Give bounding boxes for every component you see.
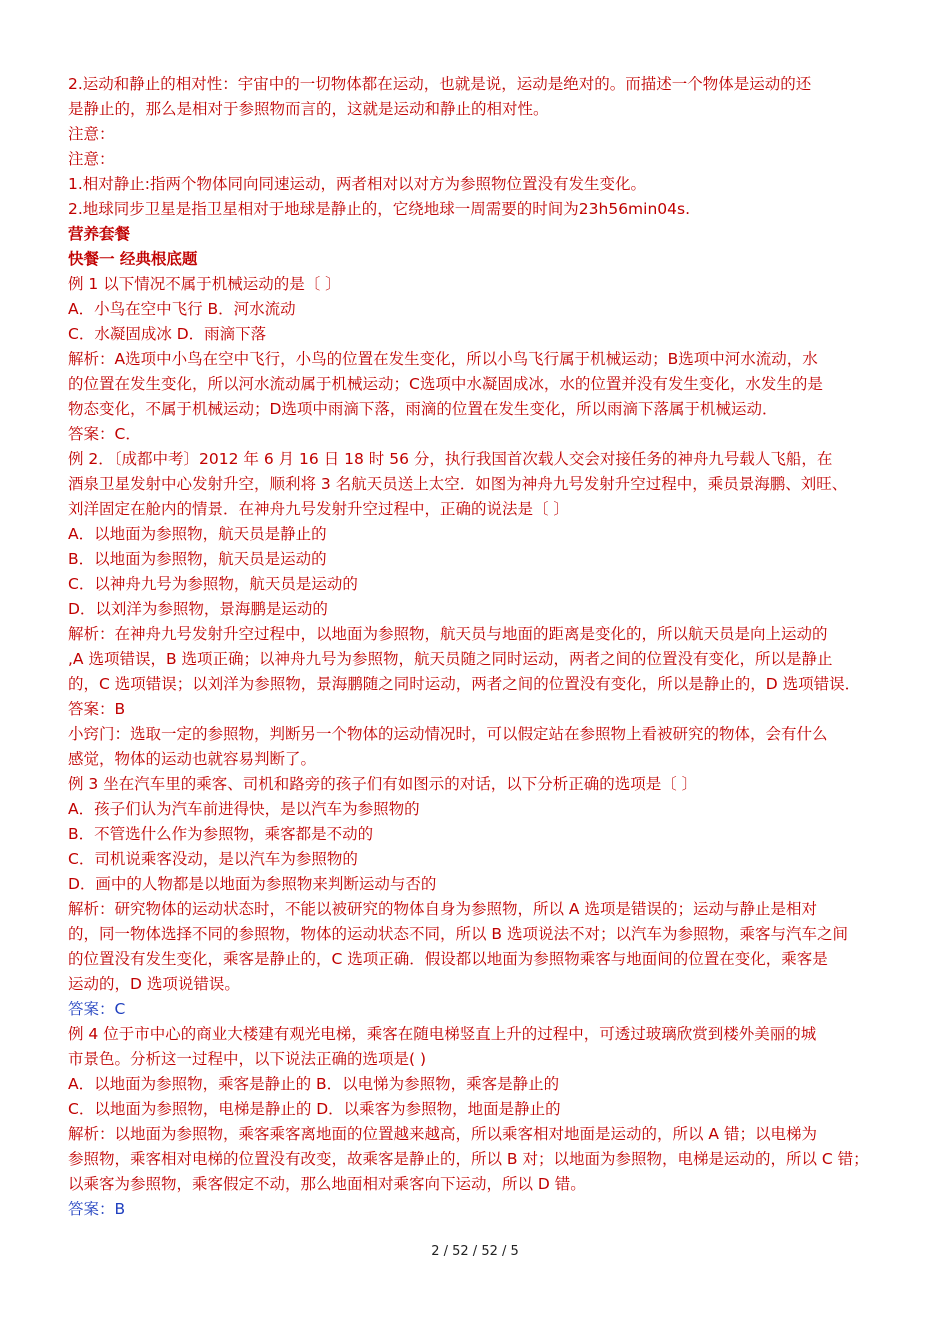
text-line: 例 4 位于市中心的商业大楼建有观光电梯，乘客在随电梯竖直上升的过程中，可透过玻璃欣赏到楼外美丽的城 xyxy=(68,1025,817,1043)
text-line: C．水凝固成冰 D．雨滴下落 xyxy=(68,325,267,343)
text-line: 1.相对静止:指两个物体同向同速运动，两者相对以对方为参照物位置没有发生变化。 xyxy=(68,175,647,193)
text-line: C．以神舟九号为参照物，航天员是运动的 xyxy=(68,575,358,593)
text-line: 解析：研究物体的运动状态时，不能以被研究的物体自身为参照物，所以 A 选项是错误的；运动与静止是相对 xyxy=(68,900,817,918)
text-line: 答案：B xyxy=(68,1200,126,1218)
text-line: C．司机说乘客没动，是以汽车为参照物的 xyxy=(68,850,358,868)
text-line: A．孩子们认为汽车前进得快，是以汽车为参照物的 xyxy=(68,800,420,818)
text-line: 感觉，物体的运动也就容易判断了。 xyxy=(68,750,317,768)
text-line: 是静止的，那么是相对于参照物而言的，这就是运动和静止的相对性。 xyxy=(68,100,549,118)
text-line: 答案：C xyxy=(68,1000,126,1018)
text-line: 的位置没有发生变化，乘客是静止的，C 选项正确．假设都以地面为参照物乘客与地面间的位置在变化，乘客是 xyxy=(68,950,828,968)
text-line: 例 1 以下情况不属于机械运动的是〔 〕 xyxy=(68,275,341,293)
text-line: 解析：A选项中小鸟在空中飞行，小鸟的位置在发生变化，所以小鸟飞行属于机械运动；B选项中河水流动，水 xyxy=(68,350,818,368)
text-line: 参照物，乘客相对电梯的位置没有改变，故乘客是静止的，所以 B 对；以地面为参照物，电梯是运动的，所以 C 错； xyxy=(68,1150,869,1168)
text-line: 物态变化，不属于机械运动；D选项中雨滴下落，雨滴的位置在发生变化，所以雨滴下落属于机械运动． xyxy=(68,400,778,418)
text-line: D．画中的人物都是以地面为参照物来判断运动与否的 xyxy=(68,875,437,893)
text-line: 的，同一物体选择不同的参照物，物体的运动状态不同，所以 B 选项说法不对；以汽车为参照物，乘客与汽车之间 xyxy=(68,925,848,943)
text-line: 答案：B xyxy=(68,700,126,718)
text-line: 酒泉卫星发射中心发射升空，顺利将 3 名航天员送上太空．如图为神舟九号发射升空过程中，乘员景海鹏、刘旺、 xyxy=(68,475,848,493)
text-line: D．以刘洋为参照物，景海鹏是运动的 xyxy=(68,600,328,618)
text-line: A．以地面为参照物，乘客是静止的 B．以电悌为参照物，乘客是静止的 xyxy=(68,1075,560,1093)
text-line: 以乘客为参照物，乘客假定不动，那么地面相对乘客向下运动，所以 D 错。 xyxy=(68,1175,586,1193)
page-footer: 2 / 52 / 52 / 5 xyxy=(431,1244,519,1259)
text-line: A．以地面为参照物，航天员是静止的 xyxy=(68,525,327,543)
text-line: 解析：在神舟九号发射升空过程中，以地面为参照物，航天员与地面的距离是变化的，所以航天员是向上运动的 xyxy=(68,625,828,643)
text-line: 2.运动和静止的相对性：宇宙中的一切物体都在运动，也就是说，运动是绝对的。而描述一个物体是运动的还 xyxy=(68,75,812,93)
text-line: B．不管选什么作为参照物，乘客都是不动的 xyxy=(68,825,374,843)
text-line: 小窍门：选取一定的参照物，判断另一个物体的运动情况时，可以假定站在参照物上看被研究的物体，会有什么 xyxy=(68,725,828,743)
text-line: 市景色。分析这一过程中，以下说法正确的选项是( ) xyxy=(68,1050,427,1068)
text-line: 答案：C． xyxy=(68,425,141,443)
text-line: 注意： xyxy=(68,125,115,143)
text-line: C．以地面为参照物，电梯是静止的 D．以乘客为参照物，地面是静止的 xyxy=(68,1100,561,1118)
text-line: ,A 选项错误，B 选项正确；以神舟九号为参照物，航天员随之同时运动，两者之间的位置没有变化，所以是静止 xyxy=(68,650,833,668)
text-line: 解析：以地面为参照物，乘客乘客离地面的位置越来越高，所以乘客相对地面是运动的，所以 A 错；以电梯为 xyxy=(68,1125,817,1143)
text-line: A．小鸟在空中飞行 B．河水流动 xyxy=(68,300,296,318)
text-line: 刘洋固定在舱内的情景．在神舟九号发射升空过程中，正确的说法是〔 〕 xyxy=(68,500,569,518)
text-line: 注意： xyxy=(68,150,115,168)
text-line: B．以地面为参照物，航天员是运动的 xyxy=(68,550,327,568)
text-line: 的位置在发生变化，所以河水流动属于机械运动；C选项中水凝固成冰，水的位置并没有发生变化，水发生的是 xyxy=(68,375,823,393)
text-line: 快餐一 经典根底题 xyxy=(68,250,198,268)
text-line: 的，C 选项错误；以刘洋为参照物，景海鹏随之同时运动，两者之间的位置没有变化，所以是静止的，D 选项错误． xyxy=(68,675,861,693)
text-line: 例 2．〔成都中考〕2012 年 6 月 16 日 18 时 56 分，执行我国首次载人交会对接任务的神舟九号载人飞船，在 xyxy=(68,450,833,468)
text-line: 2.地球同步卫星是指卫星相对于地球是静止的，它绕地球一周需要的时间为23h56min04s. xyxy=(68,200,691,218)
text-line: 营养套餐 xyxy=(68,225,131,243)
text-line: 例 3 坐在汽车里的乘客、司机和路旁的孩子们有如图示的对话，以下分析正确的选项是〔 〕 xyxy=(68,775,698,793)
text-line: 运动的，D 选项说错误。 xyxy=(68,975,240,993)
